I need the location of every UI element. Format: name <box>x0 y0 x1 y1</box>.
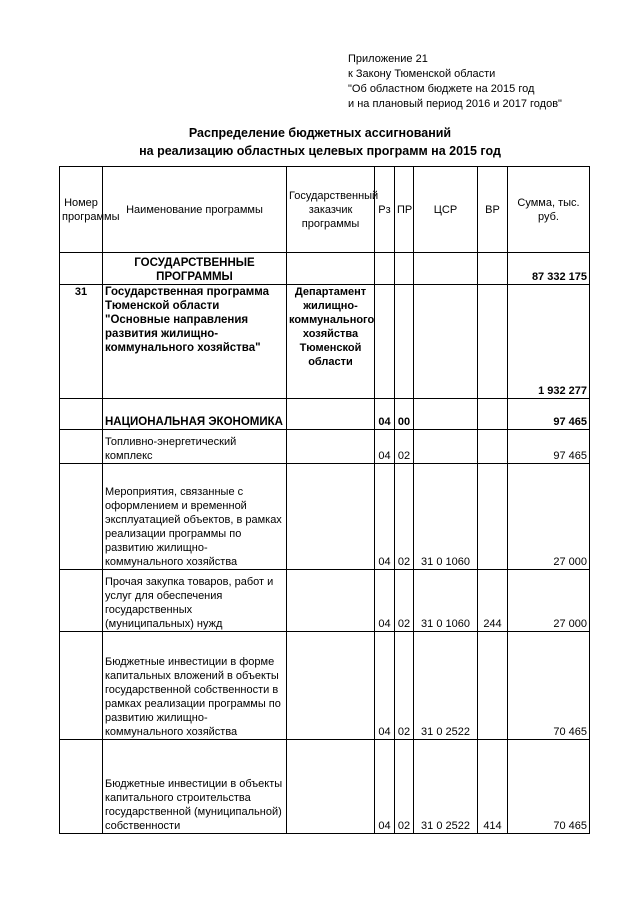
cell-pr: 00 <box>395 399 414 430</box>
table-row <box>60 570 590 632</box>
cell-csr: 31 0 1060 <box>414 464 478 570</box>
cell-csr <box>414 399 478 430</box>
cell-num: 31 <box>60 285 103 399</box>
cell-vr <box>478 464 508 570</box>
header-customer: Государственный заказчик программы <box>287 167 375 253</box>
cell-customer <box>287 570 375 632</box>
appendix-line: "Об областном бюджете на 2015 год <box>348 83 535 95</box>
cell-sum: 70 465 <box>508 632 590 740</box>
cell-num <box>60 253 103 285</box>
title-line: на реализацию областных целевых программ на 2015 год <box>139 144 501 158</box>
cell-rz <box>375 285 395 399</box>
cell-name: ГОСУДАРСТВЕННЫЕ ПРОГРАММЫ <box>103 253 287 285</box>
cell-vr: 414 <box>478 740 508 834</box>
cell-csr <box>414 430 478 464</box>
table-row <box>60 430 590 464</box>
cell-csr: 31 0 2522 <box>414 632 478 740</box>
appendix-line: к Закону Тюменской области <box>348 68 496 80</box>
cell-vr: 244 <box>478 570 508 632</box>
header-pr: ПР <box>395 167 414 253</box>
cell-csr: 31 0 2522 <box>414 740 478 834</box>
cell-pr: 02 <box>395 430 414 464</box>
cell-customer <box>287 464 375 570</box>
cell-pr: 02 <box>395 632 414 740</box>
cell-vr <box>478 632 508 740</box>
cell-name: Топливно-энергетический комплекс <box>103 430 287 464</box>
cell-pr <box>395 285 414 399</box>
cell-name: Прочая закупка товаров, работ и услуг для обеспечения государственных (муниципальных) нужд <box>103 570 287 632</box>
cell-pr: 02 <box>395 464 414 570</box>
table-row <box>60 285 590 399</box>
cell-rz: 04 <box>375 570 395 632</box>
cell-vr <box>478 430 508 464</box>
cell-pr: 02 <box>395 570 414 632</box>
title-line: Распределение бюджетных ассигнований <box>188 126 452 140</box>
document-title <box>0 124 640 160</box>
header-sum: Сумма, тыс. руб. <box>508 167 590 253</box>
cell-num <box>60 632 103 740</box>
cell-num <box>60 399 103 430</box>
cell-vr <box>478 399 508 430</box>
cell-csr <box>414 253 478 285</box>
cell-sum: 87 332 175 <box>508 253 590 285</box>
cell-name: НАЦИОНАЛЬНАЯ ЭКОНОМИКА <box>103 399 287 430</box>
cell-customer <box>287 740 375 834</box>
cell-name: Мероприятия, связанные с оформлением и временной эксплуатацией объектов, в рамках реализации программы по развитию жилищно-коммунального хозяйства <box>103 464 287 570</box>
table-row <box>60 740 590 834</box>
cell-rz: 04 <box>375 399 395 430</box>
header-num: Номер программы <box>60 167 103 253</box>
table-row <box>60 399 590 430</box>
cell-sum: 97 465 <box>508 399 590 430</box>
cell-name: Бюджетные инвестиции в объекты капитального строительства государственной (муниципальной) собственности <box>103 740 287 834</box>
cell-sum: 70 465 <box>508 740 590 834</box>
cell-customer <box>287 430 375 464</box>
appendix-note <box>348 52 562 112</box>
header-vr: ВР <box>478 167 508 253</box>
appendix-line: и на плановый период 2016 и 2017 годов" <box>348 98 562 110</box>
cell-sum: 97 465 <box>508 430 590 464</box>
table-row <box>60 253 590 285</box>
cell-vr <box>478 253 508 285</box>
cell-customer <box>287 632 375 740</box>
header-rz: Рз <box>375 167 395 253</box>
table-row <box>60 632 590 740</box>
cell-customer: Департамент жилищно-коммунального хозяйства Тюменской области <box>287 285 375 399</box>
budget-table <box>59 166 590 834</box>
cell-sum: 27 000 <box>508 570 590 632</box>
cell-csr <box>414 285 478 399</box>
cell-sum: 1 932 277 <box>508 285 590 399</box>
cell-num <box>60 740 103 834</box>
cell-pr: 02 <box>395 740 414 834</box>
cell-customer <box>287 253 375 285</box>
cell-csr: 31 0 1060 <box>414 570 478 632</box>
cell-rz: 04 <box>375 430 395 464</box>
cell-rz: 04 <box>375 632 395 740</box>
appendix-line: Приложение 21 <box>348 53 428 65</box>
cell-sum: 27 000 <box>508 464 590 570</box>
cell-pr <box>395 253 414 285</box>
cell-rz: 04 <box>375 464 395 570</box>
cell-name: Государственная программа Тюменской области "Основные направления развития жилищно-коммунального хозяйства" <box>103 285 287 399</box>
cell-rz: 04 <box>375 740 395 834</box>
cell-num <box>60 464 103 570</box>
cell-name: Бюджетные инвестиции в форме капитальных вложений в объекты государственной собственности в рамках реализации программы по развитию жилищно-коммунального хозяйства <box>103 632 287 740</box>
cell-num <box>60 570 103 632</box>
cell-num <box>60 430 103 464</box>
table-row <box>60 464 590 570</box>
header-csr: ЦСР <box>414 167 478 253</box>
cell-vr <box>478 285 508 399</box>
header-name: Наименование программы <box>103 167 287 253</box>
table-header-row <box>60 167 590 253</box>
cell-rz <box>375 253 395 285</box>
cell-customer <box>287 399 375 430</box>
